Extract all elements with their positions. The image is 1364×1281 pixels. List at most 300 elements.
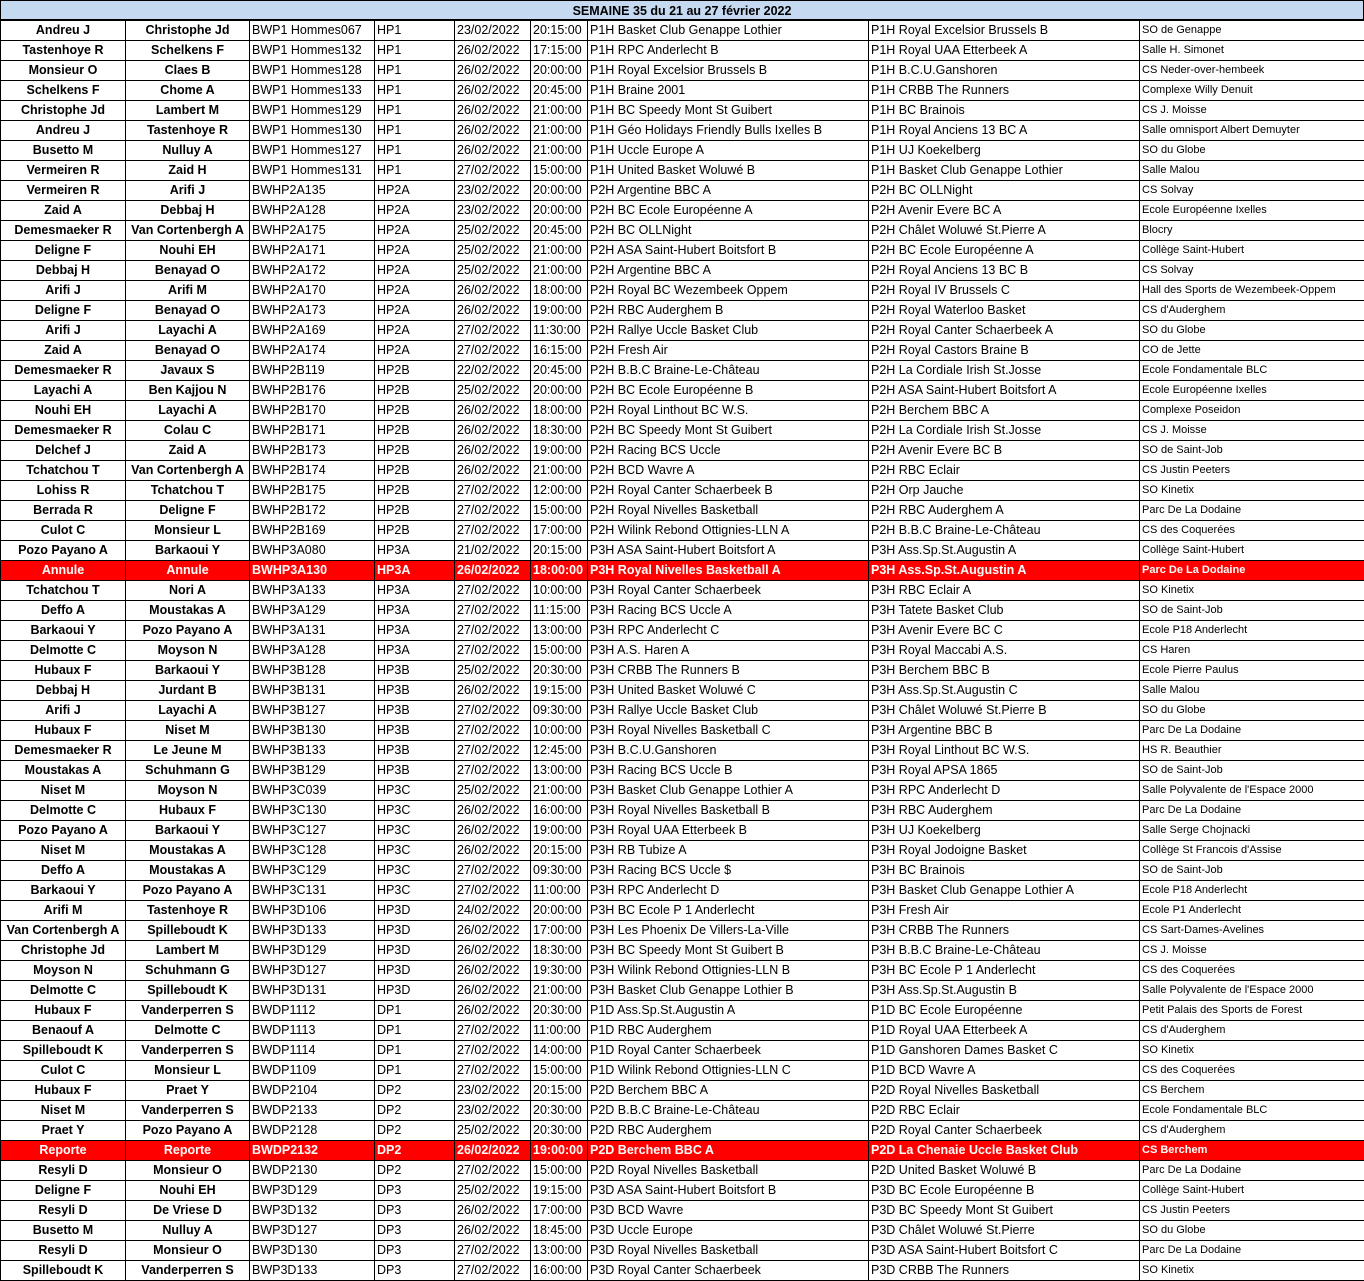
match-code-cell[interactable]: BWP3D132 bbox=[250, 1201, 375, 1221]
time-cell[interactable]: 20:30:00 bbox=[531, 1121, 588, 1141]
venue-cell[interactable]: Salle H. Simonet bbox=[1140, 41, 1364, 61]
date-cell[interactable]: 27/02/2022 bbox=[455, 881, 531, 901]
match-code-cell[interactable]: BWP3D127 bbox=[250, 1221, 375, 1241]
referee-1-cell[interactable]: Moyson N bbox=[1, 961, 126, 981]
home-team-cell[interactable]: P3D Uccle Europe bbox=[588, 1221, 869, 1241]
date-cell[interactable]: 27/02/2022 bbox=[455, 721, 531, 741]
date-cell[interactable]: 27/02/2022 bbox=[455, 1061, 531, 1081]
away-team-cell[interactable]: P3H Châlet Woluwé St.Pierre B bbox=[869, 701, 1140, 721]
home-team-cell[interactable]: P3H Royal Nivelles Basketball A bbox=[588, 561, 869, 581]
division-cell[interactable]: HP2A bbox=[375, 181, 455, 201]
venue-cell[interactable]: Hall des Sports de Wezembeek-Oppem bbox=[1140, 281, 1364, 301]
referee-1-cell[interactable]: Hubaux F bbox=[1, 1081, 126, 1101]
away-team-cell[interactable]: P3D ASA Saint-Hubert Boitsfort C bbox=[869, 1241, 1140, 1261]
referee-1-cell[interactable]: Culot C bbox=[1, 521, 126, 541]
away-team-cell[interactable]: P3H B.B.C Braine-Le-Château bbox=[869, 941, 1140, 961]
match-code-cell[interactable]: BWHP3C129 bbox=[250, 861, 375, 881]
match-code-cell[interactable]: BWDP2130 bbox=[250, 1161, 375, 1181]
away-team-cell[interactable]: P2H ASA Saint-Hubert Boitsfort A bbox=[869, 381, 1140, 401]
referee-1-cell[interactable]: Monsieur O bbox=[1, 61, 126, 81]
venue-cell[interactable]: Ecole Européenne Ixelles bbox=[1140, 381, 1364, 401]
date-cell[interactable]: 21/02/2022 bbox=[455, 541, 531, 561]
match-code-cell[interactable]: BWHP3B128 bbox=[250, 661, 375, 681]
home-team-cell[interactable]: P3D Royal Canter Schaerbeek bbox=[588, 1261, 869, 1281]
home-team-cell[interactable]: P2D Royal Nivelles Basketball bbox=[588, 1161, 869, 1181]
referee-2-cell[interactable]: Nouhi EH bbox=[126, 241, 250, 261]
venue-cell[interactable]: CS J. Moisse bbox=[1140, 421, 1364, 441]
referee-1-cell[interactable]: Vermeiren R bbox=[1, 181, 126, 201]
referee-1-cell[interactable]: Berrada R bbox=[1, 501, 126, 521]
time-cell[interactable]: 20:30:00 bbox=[531, 1101, 588, 1121]
division-cell[interactable]: DP1 bbox=[375, 1001, 455, 1021]
time-cell[interactable]: 19:00:00 bbox=[531, 301, 588, 321]
away-team-cell[interactable]: P3H UJ Koekelberg bbox=[869, 821, 1140, 841]
referee-1-cell[interactable]: Resyli D bbox=[1, 1241, 126, 1261]
venue-cell[interactable]: Parc De La Dodaine bbox=[1140, 561, 1364, 581]
away-team-cell[interactable]: P3H Ass.Sp.St.Augustin A bbox=[869, 561, 1140, 581]
time-cell[interactable]: 21:00:00 bbox=[531, 261, 588, 281]
home-team-cell[interactable]: P3H Racing BCS Uccle $ bbox=[588, 861, 869, 881]
venue-cell[interactable]: CS Berchem bbox=[1140, 1081, 1364, 1101]
home-team-cell[interactable]: P3H Wilink Rebond Ottignies-LLN B bbox=[588, 961, 869, 981]
division-cell[interactable]: HP2B bbox=[375, 421, 455, 441]
home-team-cell[interactable]: P1H Royal Excelsior Brussels B bbox=[588, 61, 869, 81]
home-team-cell[interactable]: P3H Basket Club Genappe Lothier A bbox=[588, 781, 869, 801]
referee-2-cell[interactable]: Schuhmann G bbox=[126, 961, 250, 981]
home-team-cell[interactable]: P3H Racing BCS Uccle B bbox=[588, 761, 869, 781]
time-cell[interactable]: 15:00:00 bbox=[531, 501, 588, 521]
home-team-cell[interactable]: P1D Wilink Rebond Ottignies-LLN C bbox=[588, 1061, 869, 1081]
referee-1-cell[interactable]: Delchef J bbox=[1, 441, 126, 461]
referee-1-cell[interactable]: Deffo A bbox=[1, 861, 126, 881]
date-cell[interactable]: 26/02/2022 bbox=[455, 961, 531, 981]
date-cell[interactable]: 27/02/2022 bbox=[455, 501, 531, 521]
match-code-cell[interactable]: BWHP2A170 bbox=[250, 281, 375, 301]
away-team-cell[interactable]: P2D RBC Eclair bbox=[869, 1101, 1140, 1121]
match-code-cell[interactable]: BWP1 Hommes127 bbox=[250, 141, 375, 161]
venue-cell[interactable]: Salle Polyvalente de l'Espace 2000 bbox=[1140, 981, 1364, 1001]
time-cell[interactable]: 13:00:00 bbox=[531, 761, 588, 781]
referee-1-cell[interactable]: Andreu J bbox=[1, 21, 126, 41]
match-code-cell[interactable]: BWHP2B171 bbox=[250, 421, 375, 441]
referee-1-cell[interactable]: Deligne F bbox=[1, 301, 126, 321]
referee-1-cell[interactable]: Christophe Jd bbox=[1, 941, 126, 961]
away-team-cell[interactable]: P1D Royal UAA Etterbeek A bbox=[869, 1021, 1140, 1041]
away-team-cell[interactable]: P3H Ass.Sp.St.Augustin C bbox=[869, 681, 1140, 701]
home-team-cell[interactable]: P3H CRBB The Runners B bbox=[588, 661, 869, 681]
time-cell[interactable]: 11:15:00 bbox=[531, 601, 588, 621]
division-cell[interactable]: HP2B bbox=[375, 481, 455, 501]
date-cell[interactable]: 25/02/2022 bbox=[455, 1121, 531, 1141]
referee-1-cell[interactable]: Reporte bbox=[1, 1141, 126, 1161]
date-cell[interactable]: 27/02/2022 bbox=[455, 601, 531, 621]
match-code-cell[interactable]: BWHP2B119 bbox=[250, 361, 375, 381]
venue-cell[interactable]: Ecole P18 Anderlecht bbox=[1140, 881, 1364, 901]
match-code-cell[interactable]: BWHP3D129 bbox=[250, 941, 375, 961]
time-cell[interactable]: 19:15:00 bbox=[531, 1181, 588, 1201]
division-cell[interactable]: HP3C bbox=[375, 821, 455, 841]
home-team-cell[interactable]: P2D Berchem BBC A bbox=[588, 1141, 869, 1161]
time-cell[interactable]: 20:15:00 bbox=[531, 841, 588, 861]
match-code-cell[interactable]: BWDP1112 bbox=[250, 1001, 375, 1021]
match-code-cell[interactable]: BWHP3C128 bbox=[250, 841, 375, 861]
referee-2-cell[interactable]: Moyson N bbox=[126, 641, 250, 661]
time-cell[interactable]: 10:00:00 bbox=[531, 581, 588, 601]
referee-2-cell[interactable]: Barkaoui Y bbox=[126, 661, 250, 681]
away-team-cell[interactable]: P3H RBC Auderghem bbox=[869, 801, 1140, 821]
referee-2-cell[interactable]: Pozo Payano A bbox=[126, 621, 250, 641]
division-cell[interactable]: HP1 bbox=[375, 101, 455, 121]
time-cell[interactable]: 15:00:00 bbox=[531, 161, 588, 181]
away-team-cell[interactable]: P3H Royal Linthout BC W.S. bbox=[869, 741, 1140, 761]
time-cell[interactable]: 13:00:00 bbox=[531, 621, 588, 641]
time-cell[interactable]: 18:00:00 bbox=[531, 401, 588, 421]
division-cell[interactable]: HP3A bbox=[375, 561, 455, 581]
venue-cell[interactable]: CS Justin Peeters bbox=[1140, 461, 1364, 481]
match-code-cell[interactable]: BWHP2A173 bbox=[250, 301, 375, 321]
venue-cell[interactable]: Ecole P18 Anderlecht bbox=[1140, 621, 1364, 641]
match-code-cell[interactable]: BWHP3B129 bbox=[250, 761, 375, 781]
home-team-cell[interactable]: P1D Ass.Sp.St.Augustin A bbox=[588, 1001, 869, 1021]
referee-2-cell[interactable]: Claes B bbox=[126, 61, 250, 81]
match-code-cell[interactable]: BWP1 Hommes132 bbox=[250, 41, 375, 61]
referee-2-cell[interactable]: Chome A bbox=[126, 81, 250, 101]
time-cell[interactable]: 17:00:00 bbox=[531, 921, 588, 941]
away-team-cell[interactable]: P3H Tatete Basket Club bbox=[869, 601, 1140, 621]
division-cell[interactable]: DP2 bbox=[375, 1081, 455, 1101]
away-team-cell[interactable]: P3D BC Speedy Mont St Guibert bbox=[869, 1201, 1140, 1221]
home-team-cell[interactable]: P1H Braine 2001 bbox=[588, 81, 869, 101]
division-cell[interactable]: HP2A bbox=[375, 341, 455, 361]
home-team-cell[interactable]: P3H RPC Anderlecht C bbox=[588, 621, 869, 641]
away-team-cell[interactable]: P3H BC Ecole P 1 Anderlecht bbox=[869, 961, 1140, 981]
match-code-cell[interactable]: BWP1 Hommes130 bbox=[250, 121, 375, 141]
time-cell[interactable]: 10:00:00 bbox=[531, 721, 588, 741]
away-team-cell[interactable]: P2H Berchem BBC A bbox=[869, 401, 1140, 421]
away-team-cell[interactable]: P1H BC Brainois bbox=[869, 101, 1140, 121]
away-team-cell[interactable]: P3H RPC Anderlecht D bbox=[869, 781, 1140, 801]
division-cell[interactable]: HP2A bbox=[375, 201, 455, 221]
referee-2-cell[interactable]: Pozo Payano A bbox=[126, 881, 250, 901]
referee-2-cell[interactable]: Tastenhoye R bbox=[126, 901, 250, 921]
referee-1-cell[interactable]: Resyli D bbox=[1, 1201, 126, 1221]
date-cell[interactable]: 26/02/2022 bbox=[455, 681, 531, 701]
referee-2-cell[interactable]: Benayad O bbox=[126, 341, 250, 361]
division-cell[interactable]: HP1 bbox=[375, 81, 455, 101]
division-cell[interactable]: HP2B bbox=[375, 501, 455, 521]
referee-2-cell[interactable]: Arifi M bbox=[126, 281, 250, 301]
time-cell[interactable]: 11:30:00 bbox=[531, 321, 588, 341]
referee-1-cell[interactable]: Arifi J bbox=[1, 701, 126, 721]
referee-2-cell[interactable]: Zaid H bbox=[126, 161, 250, 181]
home-team-cell[interactable]: P1H United Basket Woluwé B bbox=[588, 161, 869, 181]
referee-1-cell[interactable]: Lohiss R bbox=[1, 481, 126, 501]
away-team-cell[interactable]: P3H Fresh Air bbox=[869, 901, 1140, 921]
date-cell[interactable]: 26/02/2022 bbox=[455, 821, 531, 841]
home-team-cell[interactable]: P3H United Basket Woluwé C bbox=[588, 681, 869, 701]
referee-2-cell[interactable]: Tastenhoye R bbox=[126, 121, 250, 141]
referee-2-cell[interactable]: Deligne F bbox=[126, 501, 250, 521]
division-cell[interactable]: HP2A bbox=[375, 261, 455, 281]
time-cell[interactable]: 21:00:00 bbox=[531, 101, 588, 121]
referee-1-cell[interactable]: Niset M bbox=[1, 1101, 126, 1121]
division-cell[interactable]: HP2B bbox=[375, 361, 455, 381]
venue-cell[interactable]: Ecole Pierre Paulus bbox=[1140, 661, 1364, 681]
division-cell[interactable]: DP1 bbox=[375, 1041, 455, 1061]
division-cell[interactable]: HP3A bbox=[375, 621, 455, 641]
match-code-cell[interactable]: BWHP3A130 bbox=[250, 561, 375, 581]
venue-cell[interactable]: SO du Globe bbox=[1140, 321, 1364, 341]
time-cell[interactable]: 21:00:00 bbox=[531, 241, 588, 261]
date-cell[interactable]: 22/02/2022 bbox=[455, 361, 531, 381]
division-cell[interactable]: HP3C bbox=[375, 861, 455, 881]
venue-cell[interactable]: CS J. Moisse bbox=[1140, 941, 1364, 961]
date-cell[interactable]: 27/02/2022 bbox=[455, 1261, 531, 1281]
date-cell[interactable]: 27/02/2022 bbox=[455, 1161, 531, 1181]
venue-cell[interactable]: Complexe Willy Denuit bbox=[1140, 81, 1364, 101]
away-team-cell[interactable]: P2D Royal Nivelles Basketball bbox=[869, 1081, 1140, 1101]
referee-1-cell[interactable]: Busetto M bbox=[1, 1221, 126, 1241]
away-team-cell[interactable]: P2H RBC Eclair bbox=[869, 461, 1140, 481]
division-cell[interactable]: HP1 bbox=[375, 121, 455, 141]
referee-2-cell[interactable]: Spilleboudt K bbox=[126, 921, 250, 941]
date-cell[interactable]: 25/02/2022 bbox=[455, 261, 531, 281]
away-team-cell[interactable]: P3H Ass.Sp.St.Augustin A bbox=[869, 541, 1140, 561]
venue-cell[interactable]: Collège Saint-Hubert bbox=[1140, 541, 1364, 561]
match-code-cell[interactable]: BWHP3A080 bbox=[250, 541, 375, 561]
match-code-cell[interactable]: BWHP2B172 bbox=[250, 501, 375, 521]
date-cell[interactable]: 23/02/2022 bbox=[455, 1101, 531, 1121]
venue-cell[interactable]: CS Sart-Dames-Avelines bbox=[1140, 921, 1364, 941]
away-team-cell[interactable]: P3D BC Ecole Européenne B bbox=[869, 1181, 1140, 1201]
venue-cell[interactable]: CS Haren bbox=[1140, 641, 1364, 661]
referee-1-cell[interactable]: Layachi A bbox=[1, 381, 126, 401]
match-code-cell[interactable]: BWHP3C130 bbox=[250, 801, 375, 821]
venue-cell[interactable]: Salle Serge Chojnacki bbox=[1140, 821, 1364, 841]
referee-1-cell[interactable]: Demesmaeker R bbox=[1, 421, 126, 441]
away-team-cell[interactable]: P1H UJ Koekelberg bbox=[869, 141, 1140, 161]
venue-cell[interactable]: Parc De La Dodaine bbox=[1140, 721, 1364, 741]
referee-2-cell[interactable]: Debbaj H bbox=[126, 201, 250, 221]
date-cell[interactable]: 27/02/2022 bbox=[455, 701, 531, 721]
date-cell[interactable]: 27/02/2022 bbox=[455, 481, 531, 501]
date-cell[interactable]: 26/02/2022 bbox=[455, 841, 531, 861]
away-team-cell[interactable]: P3H Royal Jodoigne Basket bbox=[869, 841, 1140, 861]
venue-cell[interactable]: Salle Malou bbox=[1140, 161, 1364, 181]
referee-2-cell[interactable]: Nouhi EH bbox=[126, 1181, 250, 1201]
match-code-cell[interactable]: BWDP2133 bbox=[250, 1101, 375, 1121]
division-cell[interactable]: HP3B bbox=[375, 681, 455, 701]
referee-1-cell[interactable]: Hubaux F bbox=[1, 661, 126, 681]
time-cell[interactable]: 20:30:00 bbox=[531, 1001, 588, 1021]
away-team-cell[interactable]: P1D Ganshoren Dames Basket C bbox=[869, 1041, 1140, 1061]
referee-1-cell[interactable]: Pozo Payano A bbox=[1, 541, 126, 561]
home-team-cell[interactable]: P3H BC Speedy Mont St Guibert B bbox=[588, 941, 869, 961]
home-team-cell[interactable]: P3H BC Ecole P 1 Anderlecht bbox=[588, 901, 869, 921]
time-cell[interactable]: 15:00:00 bbox=[531, 1161, 588, 1181]
referee-1-cell[interactable]: Annule bbox=[1, 561, 126, 581]
date-cell[interactable]: 26/02/2022 bbox=[455, 121, 531, 141]
home-team-cell[interactable]: P2D RBC Auderghem bbox=[588, 1121, 869, 1141]
home-team-cell[interactable]: P2H BC Speedy Mont St Guibert bbox=[588, 421, 869, 441]
division-cell[interactable]: HP3D bbox=[375, 981, 455, 1001]
home-team-cell[interactable]: P2H Rallye Uccle Basket Club bbox=[588, 321, 869, 341]
referee-1-cell[interactable]: Niset M bbox=[1, 841, 126, 861]
match-code-cell[interactable]: BWHP3A129 bbox=[250, 601, 375, 621]
division-cell[interactable]: HP2B bbox=[375, 381, 455, 401]
date-cell[interactable]: 26/02/2022 bbox=[455, 61, 531, 81]
division-cell[interactable]: HP3D bbox=[375, 921, 455, 941]
home-team-cell[interactable]: P3H Royal Nivelles Basketball C bbox=[588, 721, 869, 741]
home-team-cell[interactable]: P3D BCD Wavre bbox=[588, 1201, 869, 1221]
time-cell[interactable]: 21:00:00 bbox=[531, 461, 588, 481]
referee-2-cell[interactable]: Delmotte C bbox=[126, 1021, 250, 1041]
date-cell[interactable]: 26/02/2022 bbox=[455, 281, 531, 301]
home-team-cell[interactable]: P2H RBC Auderghem B bbox=[588, 301, 869, 321]
date-cell[interactable]: 27/02/2022 bbox=[455, 641, 531, 661]
time-cell[interactable]: 16:15:00 bbox=[531, 341, 588, 361]
venue-cell[interactable]: CS d'Auderghem bbox=[1140, 301, 1364, 321]
away-team-cell[interactable]: P2D La Chenaie Uccle Basket Club bbox=[869, 1141, 1140, 1161]
referee-1-cell[interactable]: Andreu J bbox=[1, 121, 126, 141]
division-cell[interactable]: HP3A bbox=[375, 641, 455, 661]
referee-2-cell[interactable]: Hubaux F bbox=[126, 801, 250, 821]
match-code-cell[interactable]: BWDP1113 bbox=[250, 1021, 375, 1041]
home-team-cell[interactable]: P2H BCD Wavre A bbox=[588, 461, 869, 481]
home-team-cell[interactable]: P2H BC Ecole Européenne B bbox=[588, 381, 869, 401]
away-team-cell[interactable]: P2H Châlet Woluwé St.Pierre A bbox=[869, 221, 1140, 241]
home-team-cell[interactable]: P3H Rallye Uccle Basket Club bbox=[588, 701, 869, 721]
match-code-cell[interactable]: BWHP3D106 bbox=[250, 901, 375, 921]
away-team-cell[interactable]: P2H La Cordiale Irish St.Josse bbox=[869, 361, 1140, 381]
time-cell[interactable]: 20:00:00 bbox=[531, 901, 588, 921]
referee-2-cell[interactable]: Monsieur O bbox=[126, 1161, 250, 1181]
referee-2-cell[interactable]: Van Cortenbergh A bbox=[126, 221, 250, 241]
date-cell[interactable]: 25/02/2022 bbox=[455, 1181, 531, 1201]
venue-cell[interactable]: SO Kinetix bbox=[1140, 1041, 1364, 1061]
match-code-cell[interactable]: BWP1 Hommes128 bbox=[250, 61, 375, 81]
match-code-cell[interactable]: BWHP3B133 bbox=[250, 741, 375, 761]
division-cell[interactable]: HP2A bbox=[375, 301, 455, 321]
time-cell[interactable]: 13:00:00 bbox=[531, 1241, 588, 1261]
referee-2-cell[interactable]: Annule bbox=[126, 561, 250, 581]
venue-cell[interactable]: SO du Globe bbox=[1140, 141, 1364, 161]
venue-cell[interactable]: SO de Saint-Job bbox=[1140, 601, 1364, 621]
match-code-cell[interactable]: BWHP3D133 bbox=[250, 921, 375, 941]
home-team-cell[interactable]: P3D ASA Saint-Hubert Boitsfort B bbox=[588, 1181, 869, 1201]
time-cell[interactable]: 16:00:00 bbox=[531, 801, 588, 821]
referee-2-cell[interactable]: Barkaoui Y bbox=[126, 821, 250, 841]
referee-2-cell[interactable]: Schelkens F bbox=[126, 41, 250, 61]
date-cell[interactable]: 26/02/2022 bbox=[455, 1141, 531, 1161]
date-cell[interactable]: 23/02/2022 bbox=[455, 201, 531, 221]
referee-2-cell[interactable]: Vanderperren S bbox=[126, 1001, 250, 1021]
venue-cell[interactable]: Petit Palais des Sports de Forest bbox=[1140, 1001, 1364, 1021]
referee-1-cell[interactable]: Hubaux F bbox=[1, 721, 126, 741]
referee-1-cell[interactable]: Tastenhoye R bbox=[1, 41, 126, 61]
time-cell[interactable]: 21:00:00 bbox=[531, 781, 588, 801]
venue-cell[interactable]: SO du Globe bbox=[1140, 701, 1364, 721]
venue-cell[interactable]: Ecole Fondamentale BLC bbox=[1140, 361, 1364, 381]
match-code-cell[interactable]: BWHP2A128 bbox=[250, 201, 375, 221]
time-cell[interactable]: 21:00:00 bbox=[531, 981, 588, 1001]
venue-cell[interactable]: CS Solvay bbox=[1140, 261, 1364, 281]
date-cell[interactable]: 27/02/2022 bbox=[455, 621, 531, 641]
division-cell[interactable]: HP3B bbox=[375, 721, 455, 741]
date-cell[interactable]: 26/02/2022 bbox=[455, 101, 531, 121]
away-team-cell[interactable]: P1H Royal Anciens 13 BC A bbox=[869, 121, 1140, 141]
venue-cell[interactable]: SO de Saint-Job bbox=[1140, 861, 1364, 881]
referee-1-cell[interactable]: Spilleboudt K bbox=[1, 1261, 126, 1281]
division-cell[interactable]: HP3C bbox=[375, 881, 455, 901]
time-cell[interactable]: 15:00:00 bbox=[531, 1061, 588, 1081]
referee-1-cell[interactable]: Barkaoui Y bbox=[1, 881, 126, 901]
referee-2-cell[interactable]: Vanderperren S bbox=[126, 1101, 250, 1121]
venue-cell[interactable]: SO Kinetix bbox=[1140, 481, 1364, 501]
time-cell[interactable]: 18:30:00 bbox=[531, 421, 588, 441]
referee-2-cell[interactable]: Reporte bbox=[126, 1141, 250, 1161]
match-code-cell[interactable]: BWHP2B176 bbox=[250, 381, 375, 401]
date-cell[interactable]: 27/02/2022 bbox=[455, 761, 531, 781]
referee-1-cell[interactable]: Zaid A bbox=[1, 341, 126, 361]
match-code-cell[interactable]: BWHP2A171 bbox=[250, 241, 375, 261]
time-cell[interactable]: 19:15:00 bbox=[531, 681, 588, 701]
referee-2-cell[interactable]: Ben Kajjou N bbox=[126, 381, 250, 401]
date-cell[interactable]: 26/02/2022 bbox=[455, 401, 531, 421]
date-cell[interactable]: 26/02/2022 bbox=[455, 41, 531, 61]
away-team-cell[interactable]: P2H B.B.C Braine-Le-Château bbox=[869, 521, 1140, 541]
referee-1-cell[interactable]: Van Cortenbergh A bbox=[1, 921, 126, 941]
referee-2-cell[interactable]: Moustakas A bbox=[126, 601, 250, 621]
referee-1-cell[interactable]: Hubaux F bbox=[1, 1001, 126, 1021]
home-team-cell[interactable]: P3H Les Phoenix De Villers-La-Ville bbox=[588, 921, 869, 941]
match-code-cell[interactable]: BWDP2128 bbox=[250, 1121, 375, 1141]
division-cell[interactable]: HP1 bbox=[375, 161, 455, 181]
away-team-cell[interactable]: P1H Royal Excelsior Brussels B bbox=[869, 21, 1140, 41]
match-code-cell[interactable]: BWDP2104 bbox=[250, 1081, 375, 1101]
away-team-cell[interactable]: P3D Châlet Woluwé St.Pierre bbox=[869, 1221, 1140, 1241]
date-cell[interactable]: 26/02/2022 bbox=[455, 141, 531, 161]
referee-1-cell[interactable]: Deligne F bbox=[1, 241, 126, 261]
referee-1-cell[interactable]: Debbaj H bbox=[1, 681, 126, 701]
division-cell[interactable]: HP2A bbox=[375, 321, 455, 341]
match-code-cell[interactable]: BWHP2B174 bbox=[250, 461, 375, 481]
date-cell[interactable]: 27/02/2022 bbox=[455, 341, 531, 361]
away-team-cell[interactable]: P3H CRBB The Runners bbox=[869, 921, 1140, 941]
match-code-cell[interactable]: BWP3D130 bbox=[250, 1241, 375, 1261]
venue-cell[interactable]: CS Berchem bbox=[1140, 1141, 1364, 1161]
division-cell[interactable]: HP3C bbox=[375, 781, 455, 801]
away-team-cell[interactable]: P2H Royal Anciens 13 BC B bbox=[869, 261, 1140, 281]
referee-2-cell[interactable]: Moustakas A bbox=[126, 861, 250, 881]
venue-cell[interactable]: SO Kinetix bbox=[1140, 1261, 1364, 1281]
venue-cell[interactable]: CS Solvay bbox=[1140, 181, 1364, 201]
division-cell[interactable]: HP3D bbox=[375, 901, 455, 921]
away-team-cell[interactable]: P2H Avenir Evere BC A bbox=[869, 201, 1140, 221]
time-cell[interactable]: 19:30:00 bbox=[531, 961, 588, 981]
venue-cell[interactable]: Complexe Poseidon bbox=[1140, 401, 1364, 421]
referee-2-cell[interactable]: Moyson N bbox=[126, 781, 250, 801]
venue-cell[interactable]: CS des Coquerées bbox=[1140, 521, 1364, 541]
referee-1-cell[interactable]: Demesmaeker R bbox=[1, 741, 126, 761]
division-cell[interactable]: HP1 bbox=[375, 141, 455, 161]
referee-1-cell[interactable]: Busetto M bbox=[1, 141, 126, 161]
referee-2-cell[interactable]: Nulluy A bbox=[126, 141, 250, 161]
referee-1-cell[interactable]: Niset M bbox=[1, 781, 126, 801]
home-team-cell[interactable]: P2D Berchem BBC A bbox=[588, 1081, 869, 1101]
date-cell[interactable]: 27/02/2022 bbox=[455, 1021, 531, 1041]
time-cell[interactable]: 12:45:00 bbox=[531, 741, 588, 761]
